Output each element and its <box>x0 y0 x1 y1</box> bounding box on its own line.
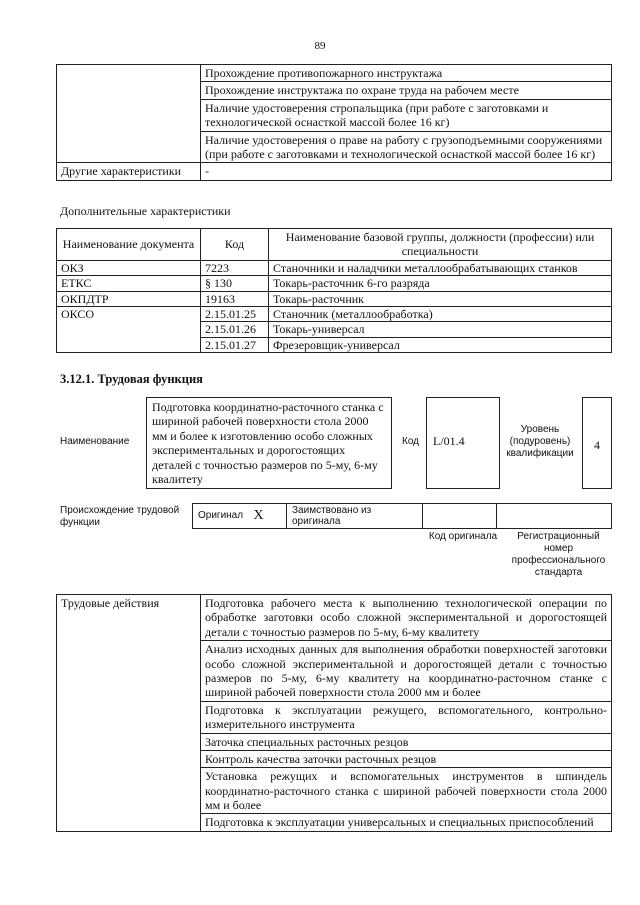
code-original-cell <box>423 504 497 529</box>
other-characteristics-label: Другие характеристики <box>57 163 201 180</box>
name-cell: Фрезеровщик-универсал <box>269 337 612 352</box>
column-header: Код <box>201 229 269 261</box>
table-row <box>193 504 612 529</box>
name-cell: Токарь-универсал <box>269 322 612 337</box>
name-cell: Токарь-расточник <box>269 291 612 306</box>
origin-table <box>192 503 612 529</box>
code-cell: 2.15.01.26 <box>201 322 269 337</box>
action-item: Заточка специальных расточных резцов <box>201 733 612 750</box>
requirements-table <box>56 64 612 181</box>
code-cell: 7223 <box>201 260 269 275</box>
reg-number-cell <box>497 504 612 529</box>
reg-number-caption: Регистрационный номер профессионального стандарта <box>511 531 606 578</box>
table-row <box>57 595 612 641</box>
table-row <box>57 260 612 275</box>
table-row <box>57 306 612 321</box>
column-header: Наименование документа <box>57 229 201 261</box>
action-item: Установка режущих и вспомогательных инструментов в шпиндель координатно-расточного станка с шириной рабочей поверхности стола 2000 мм и более <box>201 768 612 814</box>
additional-characteristics-table <box>56 228 612 353</box>
document-cell: ОКПДТР <box>57 291 201 306</box>
document-cell: ОКСО <box>57 306 201 352</box>
original-mark: X <box>249 504 287 529</box>
function-heading: 3.12.1. Трудовая функция <box>60 372 203 386</box>
code-label: Код <box>402 436 420 447</box>
qualification-level-box: 4 <box>582 397 612 489</box>
requirement-item: Наличие удостоверения стропальщика (при работе с заготовками и технологической оснасткой массой более 16 кг) <box>201 99 612 131</box>
action-item: Подготовка рабочего места к выполнению технологической операции по обработке заготовки особо сложной экспериментальной и дорогостоящей детали с точностью размеров по 5-му, 6-му квалитету <box>201 595 612 641</box>
table-row <box>57 291 612 306</box>
code-cell: 19163 <box>201 291 269 306</box>
action-item: Подготовка к эксплуатации режущего, вспомогательного, контрольно-измерительного инструмента <box>201 701 612 733</box>
other-characteristics-value: - <box>201 163 612 180</box>
code-cell: 2.15.01.27 <box>201 337 269 352</box>
table-row <box>57 276 612 291</box>
section-title: Дополнительные характеристики <box>60 204 231 218</box>
origin-label: Происхождение трудовой функции <box>60 505 180 528</box>
qualification-level-label: Уровень (подуровень) квалификации <box>506 424 574 459</box>
requirement-item: Наличие удостоверения о праве на работу с грузоподъемными сооружениями (при работе с заготовками и технологической оснасткой массой более 16 кг) <box>201 131 612 163</box>
column-header: Наименование базовой группы, должности (профессии) или специальности <box>269 229 612 261</box>
work-actions-label: Трудовые действия <box>57 595 201 832</box>
code-value-box: L/01.4 <box>426 397 500 489</box>
name-label: Наименование <box>60 436 130 447</box>
action-item: Контроль качества заточки расточных резцов <box>201 750 612 767</box>
code-cell: 2.15.01.25 <box>201 306 269 321</box>
document-cell: ЕТКС <box>57 276 201 291</box>
action-item: Подготовка к эксплуатации универсальных и специальных приспособлений <box>201 814 612 831</box>
name-cell: Токарь-расточник 6-го разряда <box>269 276 612 291</box>
page-number: 89 <box>314 40 326 52</box>
name-cell: Станочник (металлообработка) <box>269 306 612 321</box>
original-label: Оригинал <box>193 504 249 529</box>
name-cell: Станочники и наладчики металлообрабатывающих станков <box>269 260 612 275</box>
requirement-item: Прохождение инструктажа по охране труда на рабочем месте <box>201 82 612 99</box>
code-original-caption: Код оригинала <box>428 531 498 542</box>
table-header-row <box>57 229 612 261</box>
requirement-item: Прохождение противопожарного инструктажа <box>201 65 612 82</box>
borrowed-label: Заимствовано из оригинала <box>287 504 423 529</box>
work-actions-table <box>56 594 612 832</box>
table-row <box>57 65 612 82</box>
table-row <box>57 163 612 180</box>
function-name-box: Подготовка координатно-расточного станка с шириной рабочей поверхности стола 2000 мм и более к изготовлению особо сложных экспериментальных и дорогостоящих деталей с точностью размеров по 5-му, 6-му квалитету <box>146 397 392 489</box>
document-cell: ОКЗ <box>57 260 201 275</box>
code-cell: § 130 <box>201 276 269 291</box>
action-item: Анализ исходных данных для выполнения обработки поверхностей заготовки особо сложной экспериментальной и дорогостоящей детали с точностью размеров по 5-му, 6-му квалитету на координатно-расточном станке с шириной рабочей поверхности стола 2000 мм и более <box>201 641 612 702</box>
empty-cell <box>57 65 201 163</box>
